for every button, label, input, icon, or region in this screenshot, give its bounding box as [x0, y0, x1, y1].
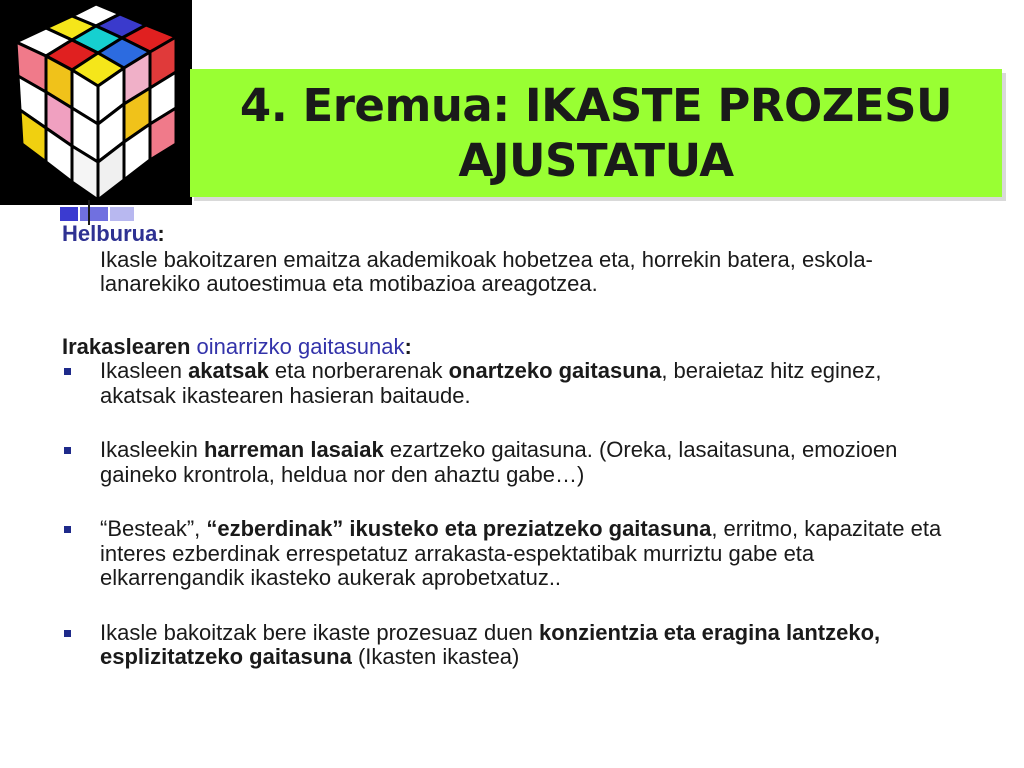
title-line-1: 4. Eremua: IKASTE PROZESU	[239, 79, 953, 132]
list-item	[62, 517, 962, 591]
item-text: ezartzeko gaitasuna. (Oreka, lasaitasuna, emozioen gaineko krontrola, heldua nor den ahaztu gabe…)	[100, 437, 898, 487]
skills-heading	[62, 335, 962, 360]
item-text: (Ikasten ikastea)	[351, 644, 520, 669]
goal-colon: :	[157, 221, 165, 246]
item-bold: “ezberdinak” ikusteko eta preziatzeko gaitasuna	[206, 516, 712, 541]
decor-square	[60, 207, 78, 221]
square-bullet-icon	[64, 447, 71, 454]
skills-colon: :	[404, 333, 412, 359]
item-bold: konzientzia eta eragina lantzeko, esplizitatzeko gaitasuna	[100, 619, 881, 669]
item-text: eta norberarenak	[268, 358, 449, 383]
item-bold: akatsak	[188, 358, 269, 383]
square-bullet-icon	[64, 630, 71, 637]
square-bullet-icon	[64, 526, 71, 533]
item-bold: onartzeko gaitasuna	[448, 358, 662, 383]
skills-label-blue: oinarrizko gaitasunak	[196, 333, 405, 359]
item-text: Ikasle bakoitzak bere ikaste prozesuaz duen	[100, 619, 540, 645]
item-text: Ikasleen	[100, 358, 189, 383]
item-text: , erritmo, kapazitate eta interes ezberdinak errespetatuz arrakasta-espektatibak murriztu gabe eta elkarrengandik ikasteko aukerak aprobetxatuz..	[100, 516, 942, 590]
square-bullet-icon	[64, 368, 71, 375]
list-item	[62, 621, 962, 670]
goal-label: Helburua	[62, 221, 158, 246]
item-text: “Besteak”,	[100, 516, 207, 541]
item-text: Ikasleekin	[100, 437, 204, 462]
skills-label-bold: Irakaslearen	[62, 333, 197, 359]
slide-title	[190, 78, 1002, 188]
title-line-2: AJUSTATUA	[458, 134, 734, 187]
item-bold: harreman lasaiak	[203, 437, 384, 462]
decor-square	[110, 207, 134, 221]
goal-heading	[62, 222, 962, 247]
item-text: , beraietaz hitz eginez, akatsak ikastearen hasieran baitaude.	[100, 358, 882, 408]
decor-square	[80, 207, 108, 221]
slide-body	[62, 222, 962, 670]
list-item	[62, 438, 962, 487]
goal-text: Ikasle bakoitzaren emaitza akademikoak hobetzea eta, horrekin batera, eskola-lanarekiko autoestimua eta motibazioa areagotzea.	[100, 246, 873, 296]
list-item	[62, 359, 962, 408]
rubiks-cube-icon	[0, 0, 192, 205]
